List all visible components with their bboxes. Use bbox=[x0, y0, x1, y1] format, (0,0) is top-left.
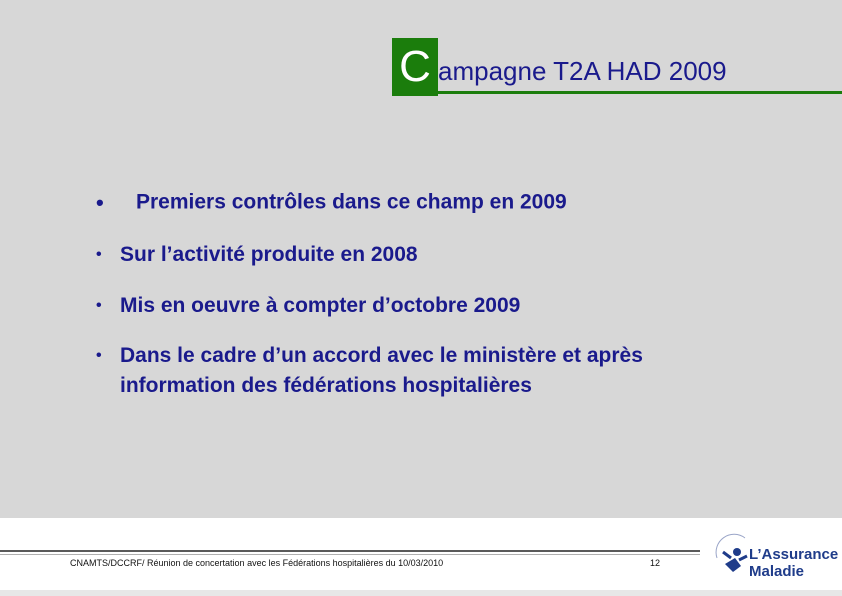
slide-footer bbox=[0, 518, 842, 596]
bullet-main bbox=[96, 190, 567, 216]
bullet-item bbox=[96, 294, 520, 318]
page-number: 12 bbox=[650, 558, 661, 568]
bullet-dot: • bbox=[96, 190, 104, 215]
bullet-text: Dans le cadre d’un accord avec le ministère et après bbox=[120, 344, 643, 367]
logo-text-line2: Maladie bbox=[749, 563, 805, 580]
bullet-dot: • bbox=[96, 297, 102, 315]
bullet-item bbox=[96, 344, 643, 398]
bullet-text: Premiers contrôles dans ce champ en 2009 bbox=[136, 190, 567, 214]
bullet-text: Mis en oeuvre à compter d’octobre 2009 bbox=[120, 294, 521, 317]
bullet-text-continuation: information des fédérations hospitalières bbox=[120, 374, 532, 397]
title-initial-box: C bbox=[392, 38, 438, 96]
bullet-text: Sur l’activité produite en 2008 bbox=[120, 243, 418, 266]
logo-text-line1: L’Assurance bbox=[749, 546, 839, 563]
assurance-maladie-logo bbox=[705, 520, 839, 584]
slide-title bbox=[392, 38, 842, 96]
footer-divider bbox=[0, 550, 700, 552]
bullet-dot: • bbox=[96, 246, 102, 264]
title-underline bbox=[438, 91, 842, 94]
bottom-strip bbox=[0, 590, 842, 596]
bullet-dot: • bbox=[96, 347, 102, 365]
logo-figure-icon bbox=[711, 528, 751, 582]
footer-divider-thin bbox=[0, 554, 700, 555]
bullet-item bbox=[96, 243, 418, 267]
footer-caption: CNAMTS/DCCRF/ Réunion de concertation avec les Fédérations hospitalières du 10/03/2010 bbox=[70, 558, 444, 568]
title-text: ampagne T2A HAD 2009 bbox=[438, 56, 727, 86]
